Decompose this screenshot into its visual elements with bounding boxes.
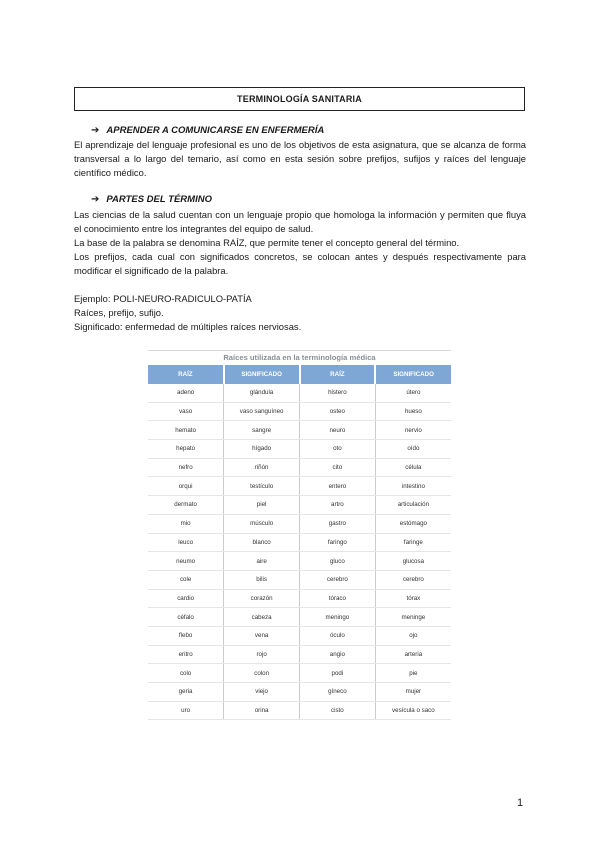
table-cell: ojo	[375, 626, 451, 645]
table-cell: osteo	[300, 402, 376, 421]
example-meaning: Significado: enfermedad de múltiples raíces nerviosas.	[74, 321, 302, 332]
table-cell: cito	[300, 458, 376, 477]
table-header-row	[148, 365, 451, 384]
table-cell: cardio	[148, 589, 224, 608]
table-cell: vesícula o saco	[375, 701, 451, 720]
table-cell: oto	[300, 440, 376, 459]
table-cell: vena	[224, 626, 300, 645]
table-row	[148, 570, 451, 589]
table-row	[148, 533, 451, 552]
table-cell: hígado	[224, 440, 300, 459]
table-cell: hueso	[375, 402, 451, 421]
table-cell: uro	[148, 701, 224, 720]
table-cell: estómago	[375, 514, 451, 533]
section-heading-text: PARTES DEL TÉRMINO	[106, 194, 212, 205]
table-cell: cabeza	[224, 608, 300, 627]
table-cell: orina	[224, 701, 300, 720]
right-arrow-icon: ➔	[91, 194, 100, 205]
paragraph-root-definition: La base de la palabra se denomina RAÍZ, que permite tener el concepto general del término.	[74, 237, 460, 248]
table-cell: neumo	[148, 552, 224, 571]
example-parts: Raíces, prefijo, sufijo.	[74, 307, 164, 318]
table-row	[148, 440, 451, 459]
table-cell: glándula	[224, 384, 300, 402]
table-cell: articulación	[375, 496, 451, 515]
table-cell: mio	[148, 514, 224, 533]
table-cell: colon	[224, 664, 300, 683]
table-cell: hepato	[148, 440, 224, 459]
table-cell: leuco	[148, 533, 224, 552]
table-cell: corazón	[224, 589, 300, 608]
document-title: TERMINOLOGÍA SANITARIA	[237, 94, 362, 104]
table-cell: cerebro	[300, 570, 376, 589]
table-row	[148, 477, 451, 496]
table-header-cell: SIGNIFICADO	[224, 365, 300, 384]
table-cell: cisto	[300, 701, 376, 720]
table-cell: meningo	[300, 608, 376, 627]
table-cell: sangre	[224, 421, 300, 440]
table-row	[148, 552, 451, 571]
table-row	[148, 458, 451, 477]
table-row	[148, 514, 451, 533]
table-row	[148, 683, 451, 702]
table-row	[148, 496, 451, 515]
roots-table	[148, 365, 451, 720]
table-cell: hemato	[148, 421, 224, 440]
table-cell: riñón	[224, 458, 300, 477]
table-caption: Raíces utilizada en la terminología médica	[148, 350, 451, 365]
table-cell: faringo	[300, 533, 376, 552]
table-cell: blanco	[224, 533, 300, 552]
table-cell: cerebro	[375, 570, 451, 589]
table-cell: intestino	[375, 477, 451, 496]
table-cell: angio	[300, 645, 376, 664]
table-cell: eritro	[148, 645, 224, 664]
table-cell: piel	[224, 496, 300, 515]
table-cell: útero	[375, 384, 451, 402]
section-heading-parts	[91, 194, 212, 205]
table-cell: gluco	[300, 552, 376, 571]
table-header-cell: RAÍZ	[148, 365, 224, 384]
table-header-cell: RAÍZ	[300, 365, 376, 384]
table-cell: nervio	[375, 421, 451, 440]
table-cell: glucosa	[375, 552, 451, 571]
table-cell: artro	[300, 496, 376, 515]
table-row	[148, 589, 451, 608]
table-cell: vaso	[148, 402, 224, 421]
table-cell: bilis	[224, 570, 300, 589]
table-row	[148, 701, 451, 720]
table-cell: nefro	[148, 458, 224, 477]
table-cell: gíneco	[300, 683, 376, 702]
example-term: Ejemplo: POLI-NEURO-RADICULO-PATÍA	[74, 293, 252, 304]
table-cell: testículo	[224, 477, 300, 496]
table-cell: tórax	[375, 589, 451, 608]
paragraph-learning: El aprendizaje del lenguaje profesional es uno de los objetivos de esta asignatura, que se alcanza de forma transversal a lo largo del temario, así como en esta sesión sobre prefijos, sufijos y raíces del lenguaje científico médico.	[74, 139, 526, 178]
table-cell: arteria	[375, 645, 451, 664]
table-cell: dermato	[148, 496, 224, 515]
table-cell: óculo	[300, 626, 376, 645]
right-arrow-icon: ➔	[91, 125, 100, 136]
table-cell: cole	[148, 570, 224, 589]
table-body	[148, 384, 451, 720]
table-row	[148, 384, 451, 402]
table-row	[148, 608, 451, 627]
document-title-box	[74, 87, 525, 111]
table-cell: viejo	[224, 683, 300, 702]
table-cell: neuro	[300, 421, 376, 440]
table-cell: colo	[148, 664, 224, 683]
paragraph-prefixes: Los prefijos, cada cual con significados concretos, se colocan antes y después respectivamente para modificar el significado de la palabra.	[74, 251, 526, 276]
page-number: 1	[517, 797, 524, 809]
table-cell: geria	[148, 683, 224, 702]
table-cell: pie	[375, 664, 451, 683]
table-cell: podi	[300, 664, 376, 683]
table-cell: orqui	[148, 477, 224, 496]
table-row	[148, 664, 451, 683]
table-cell: mujer	[375, 683, 451, 702]
table-cell: gastro	[300, 514, 376, 533]
table-cell: rojo	[224, 645, 300, 664]
table-cell: tóraco	[300, 589, 376, 608]
table-cell: histero	[300, 384, 376, 402]
table-cell: músculo	[224, 514, 300, 533]
table-row	[148, 626, 451, 645]
table-row	[148, 645, 451, 664]
table-cell: flebo	[148, 626, 224, 645]
table-cell: célula	[375, 458, 451, 477]
table-header-cell: SIGNIFICADO	[375, 365, 451, 384]
table-cell: adeno	[148, 384, 224, 402]
table-cell: aire	[224, 552, 300, 571]
section-heading-text: APRENDER A COMUNICARSE EN ENFERMERÍA	[106, 125, 325, 136]
table-cell: faringe	[375, 533, 451, 552]
roots-table-container	[148, 350, 451, 720]
table-row	[148, 402, 451, 421]
table-cell: vaso sanguíneo	[224, 402, 300, 421]
table-row	[148, 421, 451, 440]
table-cell: entero	[300, 477, 376, 496]
table-cell: céfalo	[148, 608, 224, 627]
section-heading-communicate	[91, 125, 324, 136]
paragraph-health-language: Las ciencias de la salud cuentan con un lenguaje propio que homologa la información y permiten que fluya el conocimiento entre los integrantes del equipo de salud.	[74, 209, 526, 234]
table-cell: oído	[375, 440, 451, 459]
table-cell: meninge	[375, 608, 451, 627]
